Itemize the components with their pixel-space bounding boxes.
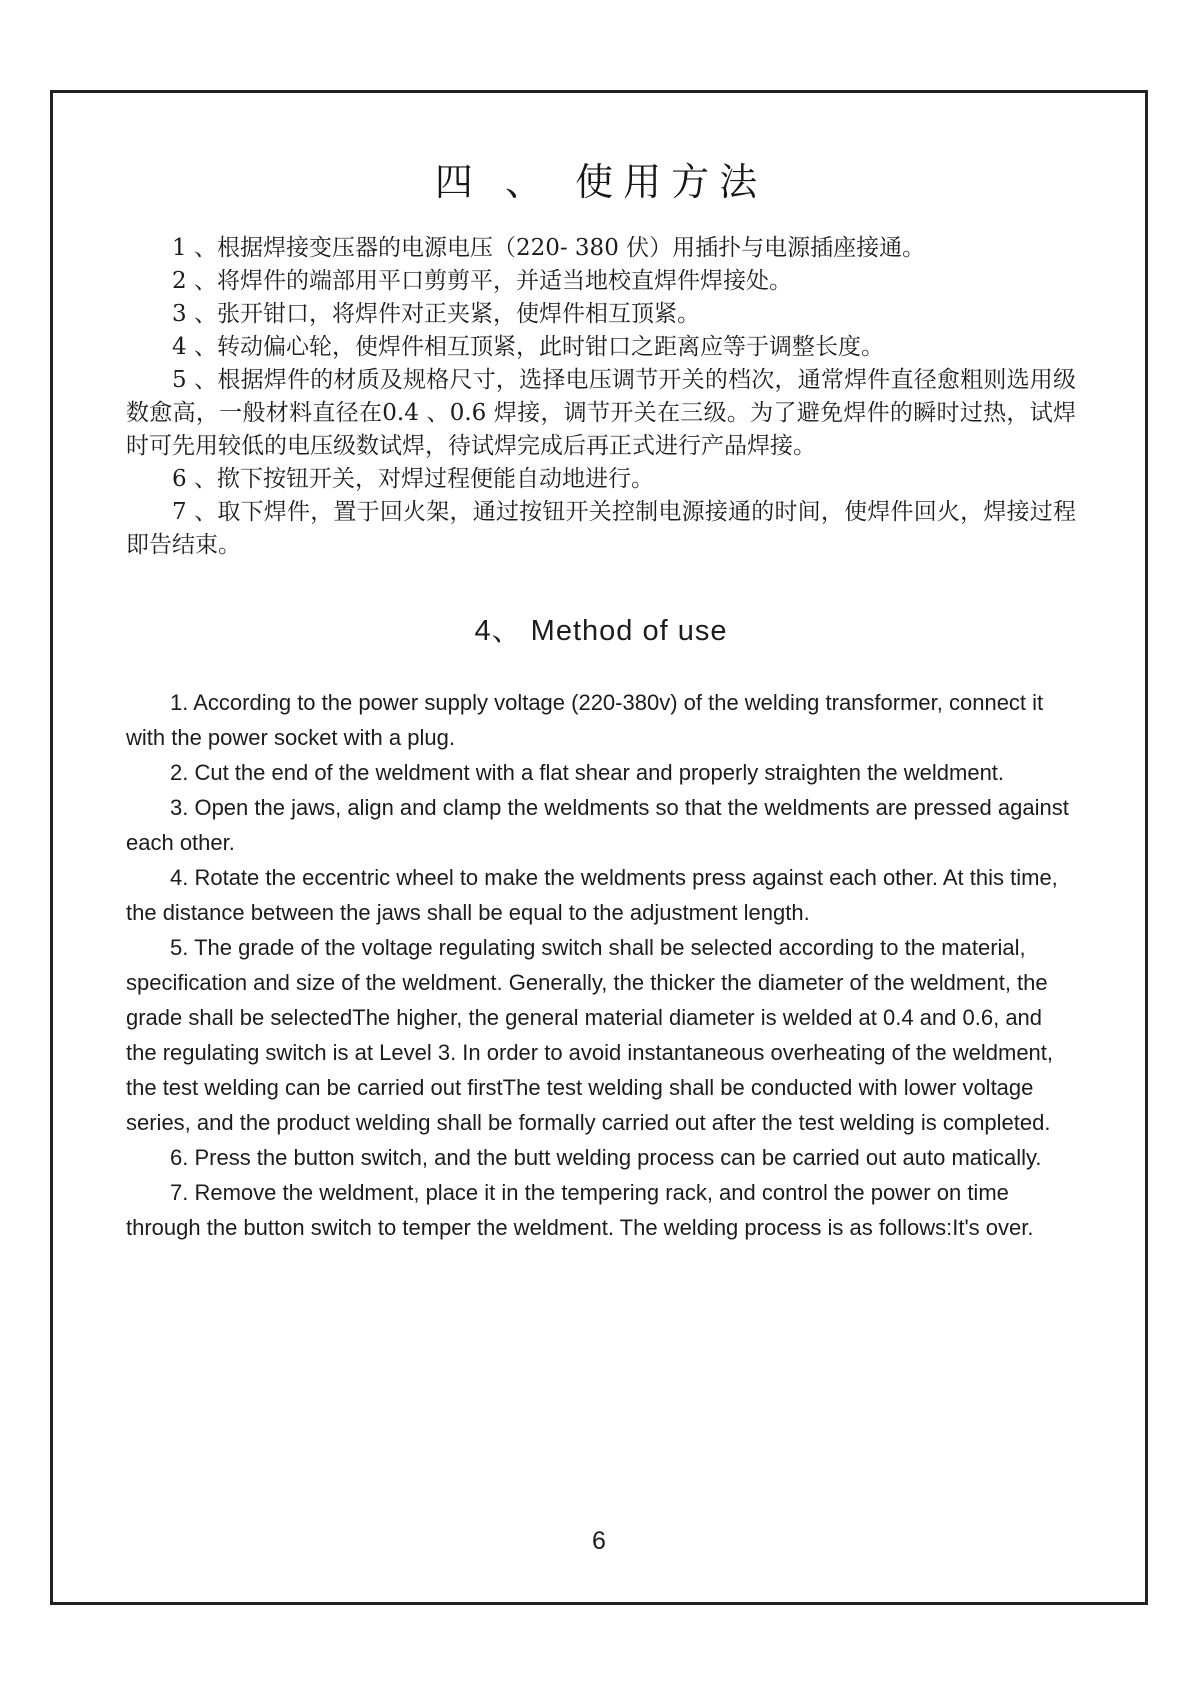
cn-instruction-4: 4 、转动偏心轮，使焊件相互顶紧，此时钳口之距离应等于调整长度。 (172, 334, 884, 360)
english-section-title: 4、 Method of use (474, 615, 728, 647)
en-instruction-1: 1. According to the power supply voltage (220-380v) of the welding transformer, connect it with the power socket with a plug. (126, 690, 1044, 750)
cn-instruction-6: 6 、揿下按钮开关，对焊过程便能自动地进行。 (172, 466, 654, 492)
page-number: 6 (592, 1527, 606, 1555)
en-instruction-7: 7. Remove the weldment, place it in the tempering rack, and control the power on time through the button switch to temper the weldment. The welding process is as follows:It's over. (126, 1180, 1034, 1240)
cn-instruction-2: 2 、将焊件的端部用平口剪剪平，并适当地校直焊件焊接处。 (172, 268, 792, 294)
page-border-frame (50, 90, 1148, 1605)
chinese-section-title: 四 、 使用方法 (434, 160, 768, 204)
en-instruction-2: 2. Cut the end of the weldment with a flat shear and properly straighten the weldment. (170, 760, 1005, 785)
en-instruction-5: 5. The grade of the voltage regulating switch shall be selected according to the material, specification and size of the weldment. Generally, the thicker the diameter of the weldment, the grade shall be selectedThe higher, the general material diameter is welded at 0.4 and 0.6, and the regulating switch is at Level 3. In order to avoid instantaneous overheating of the weldment, the test welding can be carried out firstThe test welding shall be conducted with lower voltage series, and the product welding shall be formally carried out after the test welding is completed. (126, 935, 1054, 1135)
en-instruction-4: 4. Rotate the eccentric wheel to make the weldments press against each other. At this time, the distance between the jaws shall be equal to the adjustment length. (126, 865, 1058, 925)
en-instruction-3: 3. Open the jaws, align and clamp the weldments so that the weldments are pressed against each other. (126, 795, 1069, 855)
cn-instruction-1: 1 、根据焊接变压器的电源电压（220- 380 伏）用插扑与电源插座接通。 (172, 235, 926, 261)
cn-instruction-5: 5 、根据焊件的材质及规格尺寸，选择电压调节开关的档次，通常焊件直径愈粗则选用级数愈高，一般材料直径在0.4 、0.6 焊接，调节开关在三级。为了避免焊件的瞬时过热，试焊时可先用较低的电压级数试焊，待试焊完成后再正式进行产品焊接。 (126, 367, 1076, 459)
page-content (53, 93, 1076, 1245)
en-instruction-6: 6. Press the button switch, and the butt welding process can be carried out auto matically. (170, 1145, 1042, 1170)
cn-instruction-7: 7 、取下焊件，置于回火架，通过按钮开关控制电源接通的时间，使焊件回火，焊接过程即告结束。 (126, 499, 1076, 558)
cn-instruction-3: 3 、张开钳口，将焊件对正夹紧，使焊件相互顶紧。 (172, 301, 700, 327)
